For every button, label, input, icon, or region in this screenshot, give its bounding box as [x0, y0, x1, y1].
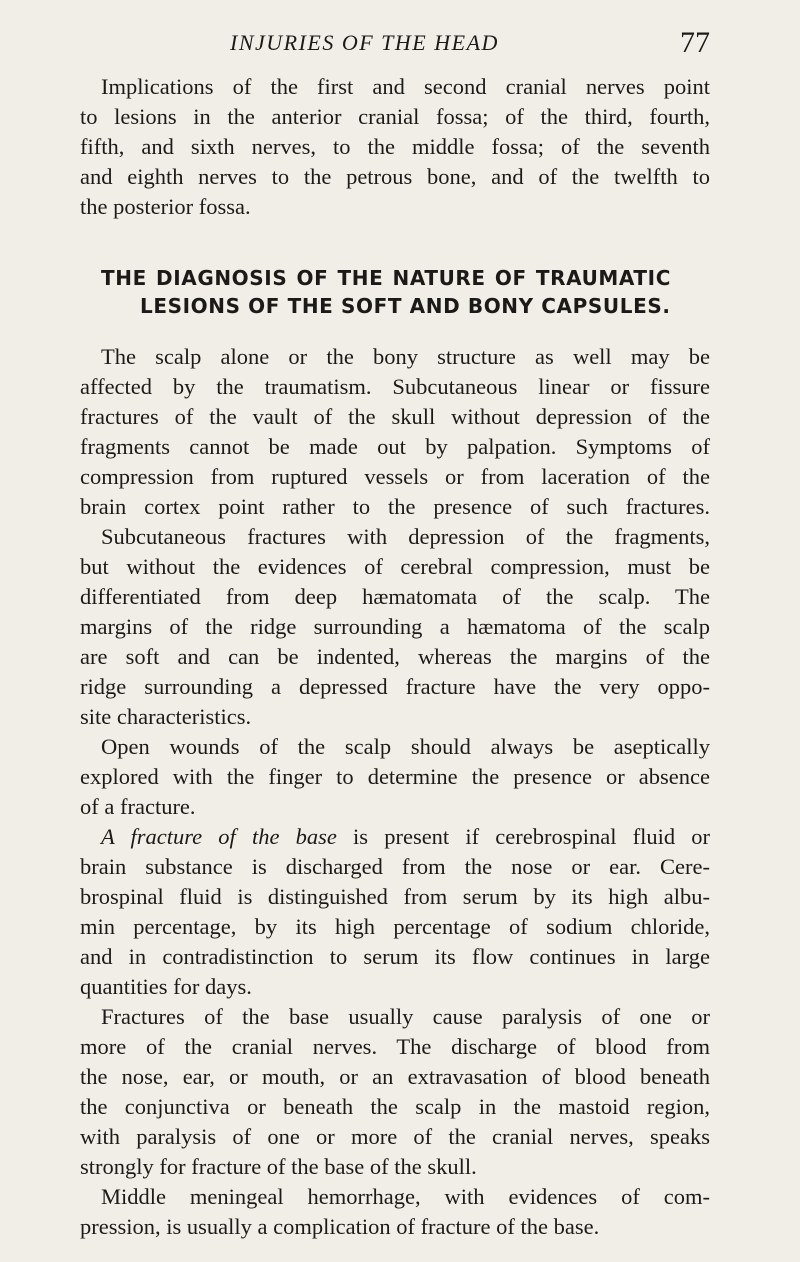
text-line: and eighth nerves to the petrous bone, and of the twelfth to	[80, 164, 710, 189]
text-line: the nose, ear, or mouth, or an extravasation of blood beneath	[80, 1064, 710, 1089]
text-line: pression, is usually a complication of fracture of the base.	[80, 1214, 600, 1239]
text-line: ridge surrounding a depressed fracture have the very oppo-	[80, 674, 710, 699]
text-line: Implications of the first and second cranial nerves point	[101, 74, 710, 99]
text-line: differentiated from deep hæmatomata of the scalp. The	[80, 584, 710, 609]
text-line: brain cortex point rather to the presence of such fractures.	[80, 494, 710, 519]
text-line: to lesions in the anterior cranial fossa; of the third, fourth,	[80, 104, 710, 129]
text-line: compression from ruptured vessels or from laceration of the	[80, 464, 710, 489]
text-line: are soft and can be indented, whereas the margins of the	[80, 644, 710, 669]
text-line: margins of the ridge surrounding a hæmatoma of the scalp	[80, 614, 710, 639]
text-line: quantities for days.	[80, 974, 252, 999]
text-line: fifth, and sixth nerves, to the middle fossa; of the seventh	[80, 134, 710, 159]
text-fragment: is present if cerebrospinal fluid or	[353, 824, 711, 849]
text-line: brain substance is discharged from the nose or ear. Cere-	[80, 854, 710, 879]
text-line: the conjunctiva or beneath the scalp in the mastoid region,	[80, 1094, 710, 1119]
section-heading-line-2: LESIONS OF THE SOFT AND BONY CAPSULES.	[140, 294, 671, 318]
page-number: 77	[680, 26, 710, 59]
text-line: The scalp alone or the bony structure as well may be	[101, 344, 710, 369]
text-line: of a fracture.	[80, 794, 196, 819]
text-line: Middle meningeal hemorrhage, with evidences of com-	[101, 1184, 710, 1209]
text-line: Open wounds of the scalp should always be aseptically	[101, 734, 710, 759]
text-line: more of the cranial nerves. The discharge of blood from	[80, 1034, 710, 1059]
text-line: but without the evidences of cerebral compression, must be	[80, 554, 710, 579]
text-line: brospinal fluid is distinguished from serum by its high albu-	[80, 884, 710, 909]
text-line: the posterior fossa.	[80, 194, 251, 219]
section-heading-line-1: THE DIAGNOSIS OF THE NATURE OF TRAUMATIC	[101, 266, 671, 290]
text-line: fragments cannot be made out by palpation. Symptoms of	[80, 434, 710, 459]
running-head	[80, 26, 710, 64]
text-line: and in contradistinction to serum its flow continues in large	[80, 944, 710, 969]
text-line: fractures of the vault of the skull without depression of the	[80, 404, 710, 429]
text-line: min percentage, by its high percentage of sodium chloride,	[80, 914, 710, 939]
text-line: explored with the finger to determine the presence or absence	[80, 764, 710, 789]
running-title: INJURIES OF THE HEAD	[230, 30, 499, 55]
text-line: with paralysis of one or more of the cranial nerves, speaks	[80, 1124, 710, 1149]
text-line: affected by the traumatism. Subcutaneous linear or fissure	[80, 374, 710, 399]
italic-phrase: A fracture of the base	[101, 824, 337, 849]
text-line: strongly for fracture of the base of the skull.	[80, 1154, 477, 1179]
text-line: Subcutaneous fractures with depression of the fragments,	[101, 524, 710, 549]
text-line: Fractures of the base usually cause paralysis of one or	[101, 1004, 710, 1029]
text-line: site characteristics.	[80, 704, 252, 729]
text-line-with-italic	[101, 822, 710, 852]
